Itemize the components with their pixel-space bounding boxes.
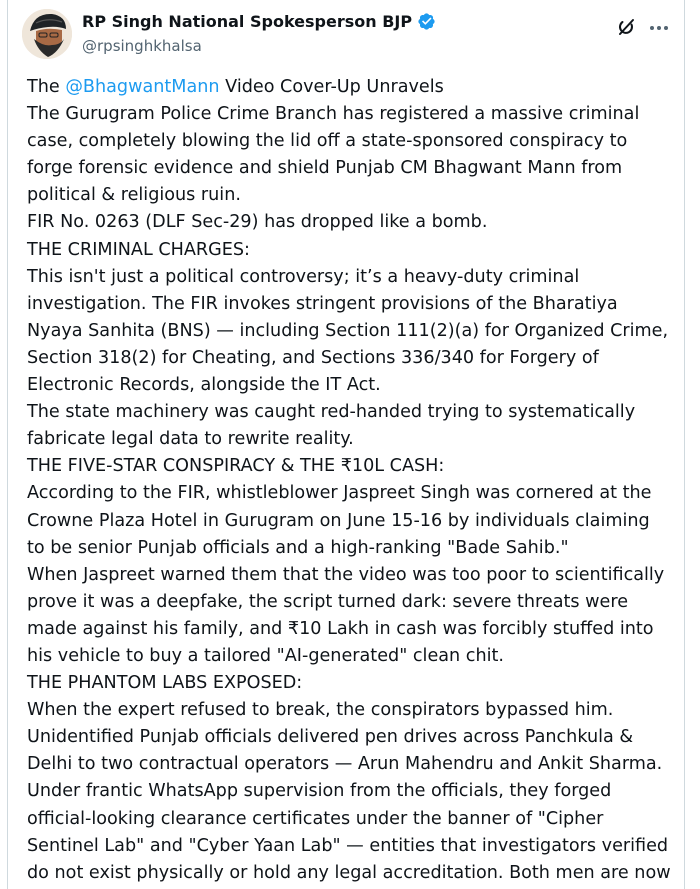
headline-prefix: The: [27, 77, 66, 97]
verified-badge-icon: [417, 12, 436, 31]
avatar[interactable]: [22, 9, 72, 59]
tweet-paragraph: The Gurugram Police Crime Branch has registered a massive criminal case, completely blowing the lid off a state-sponsored conspiracy to forge forensic evidence and shield Punjab CM Bhagwant Mann from political & religious ruin.: [27, 104, 640, 206]
author-display-name[interactable]: RP Singh National Spokesperson BJP: [82, 12, 413, 31]
tweet-paragraph: According to the FIR, whistleblower Jaspreet Singh was cornered at the Crowne Plaza Hotel in Gurugram on June 15-16 by individuals claiming to be senior Punjab officials and a high-ranking "Bade Sahib.": [27, 483, 652, 558]
tweet-paragraph: This isn't just a political controversy; it’s a heavy-duty criminal investigation. The FIR invokes stringent provisions of the Bharatiya Nyaya Sanhita (BNS) — including Section 111(2)(a) for Organized Crime, Section 318(2) for Cheating, and Sections 336/340 for Forgery of Electronic Records, alongside the IT Act.: [27, 266, 669, 396]
frame-border-left: [7, 0, 8, 889]
author-name-line: [82, 12, 436, 31]
tweet-paragraph: When the expert refused to break, the conspirators bypassed him. Unidentified Punjab officials delivered pen drives across Panchkula & Delhi to two contractual operators — Arun Mahendru and Ankit Sharma. Under frantic WhatsApp supervision from the officials, they forged official-looking clearance certificates under the banner of "Cipher Sentinel Lab" and "Cyber Yaan Lab" — entities that investigators verified do not exist physically or hold any legal accreditation. Both men are now: [27, 700, 671, 883]
tweet-paragraph: FIR No. 0263 (DLF Sec-29) has dropped like a bomb.: [27, 212, 488, 233]
grok-icon[interactable]: [616, 17, 638, 39]
tweet-text: [27, 74, 672, 887]
frame-border-right: [684, 0, 685, 889]
headline-suffix: Video Cover-Up Unravels: [219, 77, 444, 97]
mention-link[interactable]: @BhagwantMann: [65, 77, 220, 97]
author-handle[interactable]: @rpsinghkhalsa: [82, 37, 202, 55]
tweet-section-heading: THE PHANTOM LABS EXPOSED:: [27, 673, 303, 694]
more-options-icon[interactable]: [646, 15, 672, 41]
tweet-section-heading: THE FIVE-STAR CONSPIRACY & THE ₹10L CASH:: [27, 456, 445, 477]
tweet-paragraph: The state machinery was caught red-handed trying to systematically fabricate legal data to rewrite reality.: [27, 402, 636, 450]
tweet-section-heading: THE CRIMINAL CHARGES:: [27, 239, 250, 260]
tweet-paragraph: When Jaspreet warned them that the video was too poor to scientifically prove it was a deepfake, the script turned dark: severe threats were made against his family, and ₹10 Lakh in cash was forcibly stuffed into his vehicle to buy a tailored "AI-generated" clean chit.: [27, 564, 665, 666]
tweet-headline: [27, 74, 672, 101]
tweet-header: [22, 9, 672, 59]
